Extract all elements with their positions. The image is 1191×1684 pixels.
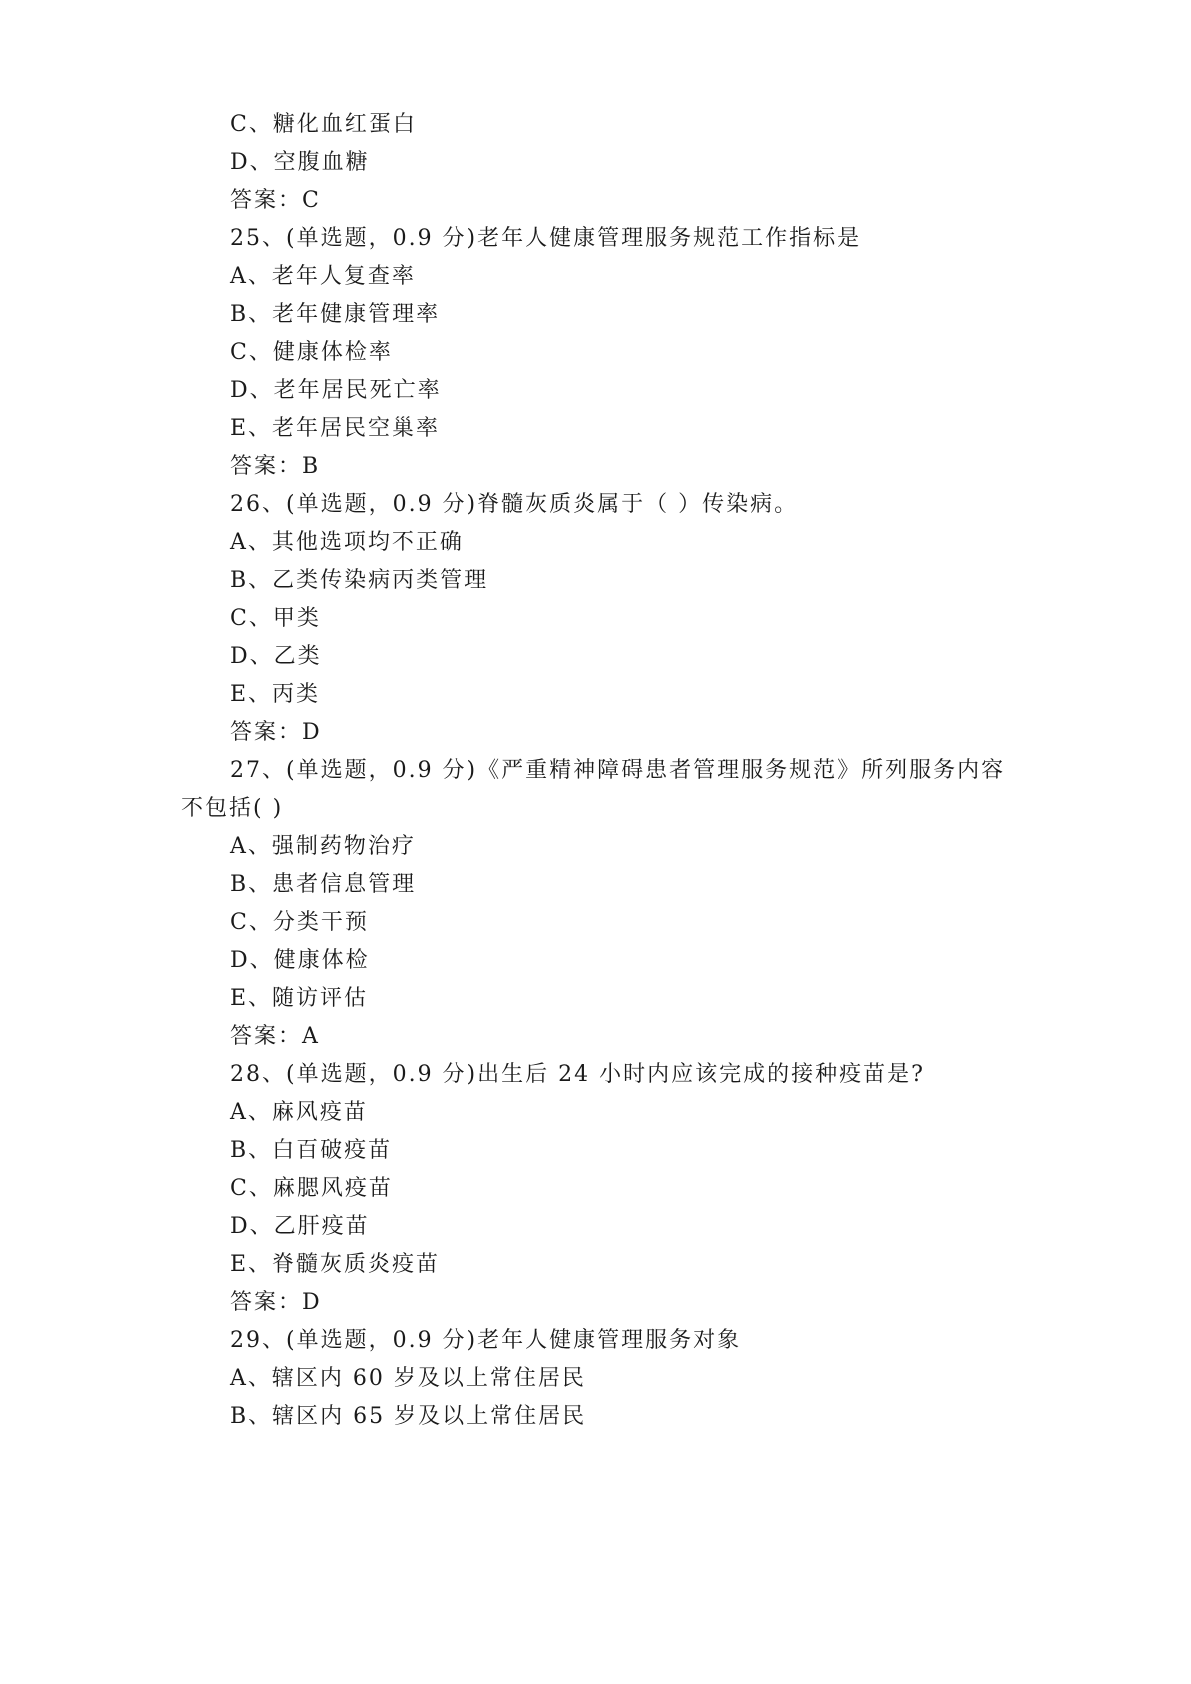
option-e: E、脊髓灰质炎疫苗 [230,1252,441,1277]
option-d: D、老年居民死亡率 [230,378,442,403]
question-26: 26、(单选题，0.9 分)脊髓灰质炎属于（ ）传染病。 [230,492,799,517]
option-e: E、丙类 [230,682,321,707]
option-b: B、老年健康管理率 [230,302,441,327]
question-27: 27、(单选题，0.9 分)《严重精神障碍患者管理服务规范》所列服务内容 [230,758,1006,783]
question-25: 25、(单选题，0.9 分)老年人健康管理服务规范工作指标是 [230,226,862,251]
answer: 答案：C [230,188,321,213]
option-d: D、空腹血糖 [230,150,370,175]
option-c: C、糖化血红蛋白 [230,112,417,137]
question-29: 29、(单选题，0.9 分)老年人健康管理服务对象 [230,1328,742,1353]
option-c: C、麻腮风疫苗 [230,1176,393,1201]
option-e: E、老年居民空巢率 [230,416,441,441]
option-a: A、麻风疫苗 [230,1100,368,1125]
question-27-continued: 不包括( ) [181,796,284,821]
answer: 答案：A [230,1024,320,1049]
option-a: A、其他选项均不正确 [230,530,464,555]
option-b: B、患者信息管理 [230,872,417,897]
option-c: C、甲类 [230,606,321,631]
option-d: D、乙类 [230,644,322,669]
option-e: E、随访评估 [230,986,369,1011]
option-a: A、老年人复查率 [230,264,416,289]
option-a: A、辖区内 60 岁及以上常住居民 [230,1366,586,1391]
answer: 答案：D [230,1290,322,1315]
option-b: B、乙类传染病丙类管理 [230,568,489,593]
option-c: C、分类干预 [230,910,369,935]
option-a: A、强制药物治疗 [230,834,416,859]
option-d: D、健康体检 [230,948,370,973]
answer: 答案：B [230,454,321,479]
answer: 答案：D [230,720,322,745]
option-c: C、健康体检率 [230,340,393,365]
option-b: B、白百破疫苗 [230,1138,393,1163]
option-b: B、辖区内 65 岁及以上常住居民 [230,1404,587,1429]
question-28: 28、(单选题，0.9 分)出生后 24 小时内应该完成的接种疫苗是? [230,1062,925,1087]
option-d: D、乙肝疫苗 [230,1214,370,1239]
